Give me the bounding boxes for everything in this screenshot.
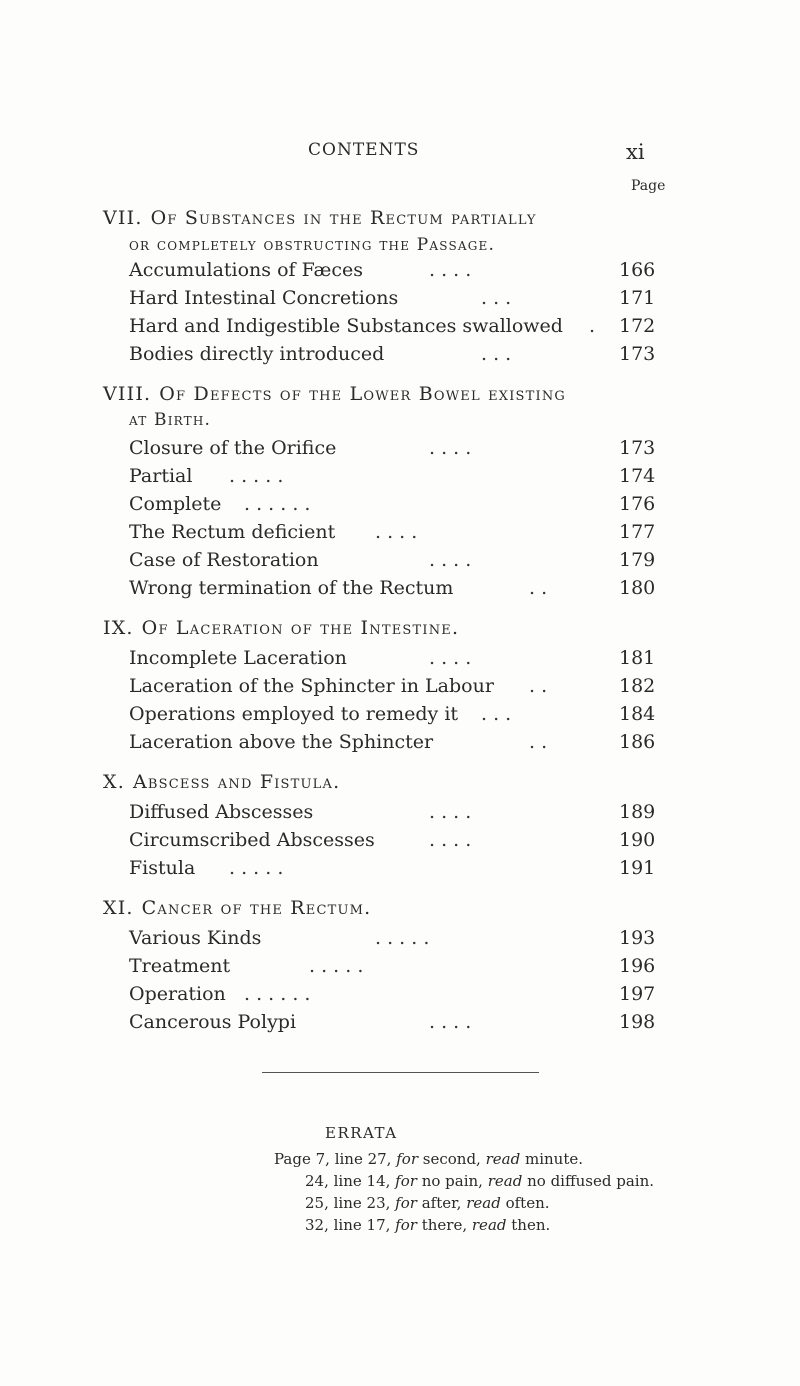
- entry-page: 176: [619, 493, 656, 515]
- errata-right: often.: [505, 1194, 550, 1212]
- section-numeral: VIII.: [103, 383, 152, 405]
- entry-label: Wrong termination of the Rectum: [129, 577, 454, 599]
- section-x-heading: [103, 770, 340, 794]
- leader-dots: . . . . . .: [244, 493, 311, 515]
- section-numeral: IX.: [103, 617, 134, 639]
- leader-dots: . .: [529, 675, 548, 697]
- entry-page: 171: [619, 287, 656, 309]
- entry-page: 184: [619, 703, 656, 725]
- entry-label: Closure of the Orifice: [129, 437, 337, 459]
- errata-wrong: no pain,: [421, 1172, 483, 1190]
- leader-dots: . . . .: [429, 259, 472, 281]
- entry-page: 197: [619, 983, 656, 1005]
- entry-page: 173: [619, 343, 656, 365]
- toc-entry[interactable]: [129, 854, 659, 882]
- entry-page: 190: [619, 829, 656, 851]
- toc-entry[interactable]: [129, 728, 659, 756]
- divider-rule: [262, 1072, 539, 1073]
- leader-dots: . . .: [481, 343, 512, 365]
- toc-entry[interactable]: [129, 826, 659, 854]
- leader-dots: . . . .: [429, 549, 472, 571]
- entry-page: 198: [619, 1011, 656, 1033]
- leader-dots: . . . .: [429, 647, 472, 669]
- errata-read: read: [471, 1216, 507, 1234]
- toc-entry[interactable]: [129, 644, 659, 672]
- entry-label: Partial: [129, 465, 193, 487]
- leader-dots: . . . . .: [309, 955, 364, 977]
- leader-dots: . . . . .: [375, 927, 430, 949]
- errata-read: read: [487, 1172, 523, 1190]
- leader-dots: . . . . . .: [244, 983, 311, 1005]
- section-viii-heading: [103, 382, 566, 406]
- section-numeral: VII.: [103, 207, 143, 229]
- entry-page: 196: [619, 955, 656, 977]
- errata-wrong: after,: [421, 1194, 462, 1212]
- section-viii-heading-cont: at Birth.: [129, 410, 212, 430]
- running-head-page-number: xi: [626, 140, 645, 164]
- entry-page: 166: [619, 259, 656, 281]
- errata-for: for: [395, 1216, 417, 1234]
- errata-for: for: [395, 1172, 417, 1190]
- errata-for: for: [395, 1194, 417, 1212]
- toc-entry[interactable]: [129, 924, 659, 952]
- toc-entry[interactable]: [129, 672, 659, 700]
- toc-entry[interactable]: [129, 952, 659, 980]
- entry-page: 182: [619, 675, 656, 697]
- entry-page: 181: [619, 647, 656, 669]
- errata-location: 25, line 23,: [305, 1194, 391, 1212]
- section-title: Of Defects of the Lower Bowel existing: [159, 383, 567, 405]
- leader-dots: .: [589, 315, 596, 337]
- toc-entry[interactable]: [129, 256, 659, 284]
- entry-page: 180: [619, 577, 656, 599]
- toc-entry[interactable]: [129, 980, 659, 1008]
- leader-dots: . . .: [481, 287, 512, 309]
- toc-entry[interactable]: [129, 340, 659, 368]
- toc-entry[interactable]: [129, 284, 659, 312]
- errata-line: [305, 1194, 550, 1212]
- errata-location: 24, line 14,: [305, 1172, 391, 1190]
- errata-title: ERRATA: [325, 1124, 398, 1142]
- entry-label: Treatment: [129, 955, 231, 977]
- entry-label: Diffused Abscesses: [129, 801, 314, 823]
- entry-page: 172: [619, 315, 656, 337]
- entry-label: Various Kinds: [129, 927, 262, 949]
- errata-line: [274, 1150, 583, 1168]
- entry-label: Complete: [129, 493, 222, 515]
- toc-entry[interactable]: [129, 798, 659, 826]
- errata-right: no diffused pain.: [527, 1172, 655, 1190]
- entry-label: Cancerous Polypi: [129, 1011, 297, 1033]
- entry-label: Accumulations of Fæces: [129, 259, 363, 281]
- entry-label: Bodies directly introduced: [129, 343, 385, 365]
- toc-entry[interactable]: [129, 434, 659, 462]
- leader-dots: . . . .: [429, 801, 472, 823]
- leader-dots: . .: [529, 577, 548, 599]
- toc-entry[interactable]: [129, 462, 659, 490]
- entry-label: Hard Intestinal Concretions: [129, 287, 399, 309]
- entry-label: Circumscribed Abscesses: [129, 829, 375, 851]
- entry-page: 177: [619, 521, 656, 543]
- page-column-label: Page: [631, 178, 666, 194]
- entry-label: Fistula: [129, 857, 196, 879]
- leader-dots: . . . . .: [229, 465, 284, 487]
- entry-page: 179: [619, 549, 656, 571]
- errata-read: read: [485, 1150, 521, 1168]
- toc-entry[interactable]: [129, 518, 659, 546]
- errata-line: [305, 1216, 550, 1234]
- entry-page: 186: [619, 731, 656, 753]
- toc-entry[interactable]: [129, 700, 659, 728]
- errata-right: then.: [511, 1216, 551, 1234]
- section-title: Cancer of the Rectum.: [141, 897, 372, 919]
- leader-dots: . . . . .: [229, 857, 284, 879]
- entry-label: Operation: [129, 983, 226, 1005]
- errata-right: minute.: [524, 1150, 583, 1168]
- errata-location: Page 7, line 27,: [274, 1150, 392, 1168]
- errata-wrong: there,: [421, 1216, 468, 1234]
- entry-label: Laceration above the Sphincter: [129, 731, 434, 753]
- entry-label: Operations employed to remedy it: [129, 703, 459, 725]
- entry-page: 189: [619, 801, 656, 823]
- entry-page: 173: [619, 437, 656, 459]
- entry-label: The Rectum deficient: [129, 521, 336, 543]
- section-numeral: XI.: [103, 897, 134, 919]
- section-title: Of Substances in the Rectum partially: [150, 207, 537, 229]
- leader-dots: . . . .: [375, 521, 418, 543]
- leader-dots: . . . .: [429, 1011, 472, 1033]
- leader-dots: . . . .: [429, 829, 472, 851]
- entry-page: 191: [619, 857, 656, 879]
- section-vii-heading: [103, 206, 537, 230]
- entry-label: Hard and Indigestible Substances swallowed: [129, 315, 563, 337]
- errata-for: for: [396, 1150, 418, 1168]
- section-numeral: X.: [103, 771, 125, 793]
- leader-dots: . . . .: [429, 437, 472, 459]
- errata-wrong: second,: [422, 1150, 481, 1168]
- entry-label: Case of Restoration: [129, 549, 319, 571]
- leader-dots: . .: [529, 731, 548, 753]
- entry-label: Incomplete Laceration: [129, 647, 347, 669]
- toc-entry[interactable]: [129, 312, 659, 340]
- errata-read: read: [466, 1194, 501, 1212]
- leader-dots: . . .: [481, 703, 512, 725]
- errata-line: [305, 1172, 654, 1190]
- entry-page: 193: [619, 927, 656, 949]
- section-title: Of Laceration of the Intestine.: [141, 617, 460, 639]
- section-ix-heading: [103, 616, 459, 640]
- running-head-title: CONTENTS: [308, 140, 420, 160]
- section-xi-heading: [103, 896, 371, 920]
- errata-location: 32, line 17,: [305, 1216, 391, 1234]
- toc-entry[interactable]: [129, 1008, 659, 1036]
- toc-entry[interactable]: [129, 490, 659, 518]
- section-vii-heading-cont: or completely obstructing the Passage.: [129, 235, 496, 255]
- section-title: Abscess and Fistula.: [132, 771, 341, 793]
- entry-page: 174: [619, 465, 656, 487]
- running-head: [0, 140, 800, 164]
- toc-entry[interactable]: [129, 574, 659, 602]
- toc-entry[interactable]: [129, 546, 659, 574]
- entry-label: Laceration of the Sphincter in Labour: [129, 675, 494, 697]
